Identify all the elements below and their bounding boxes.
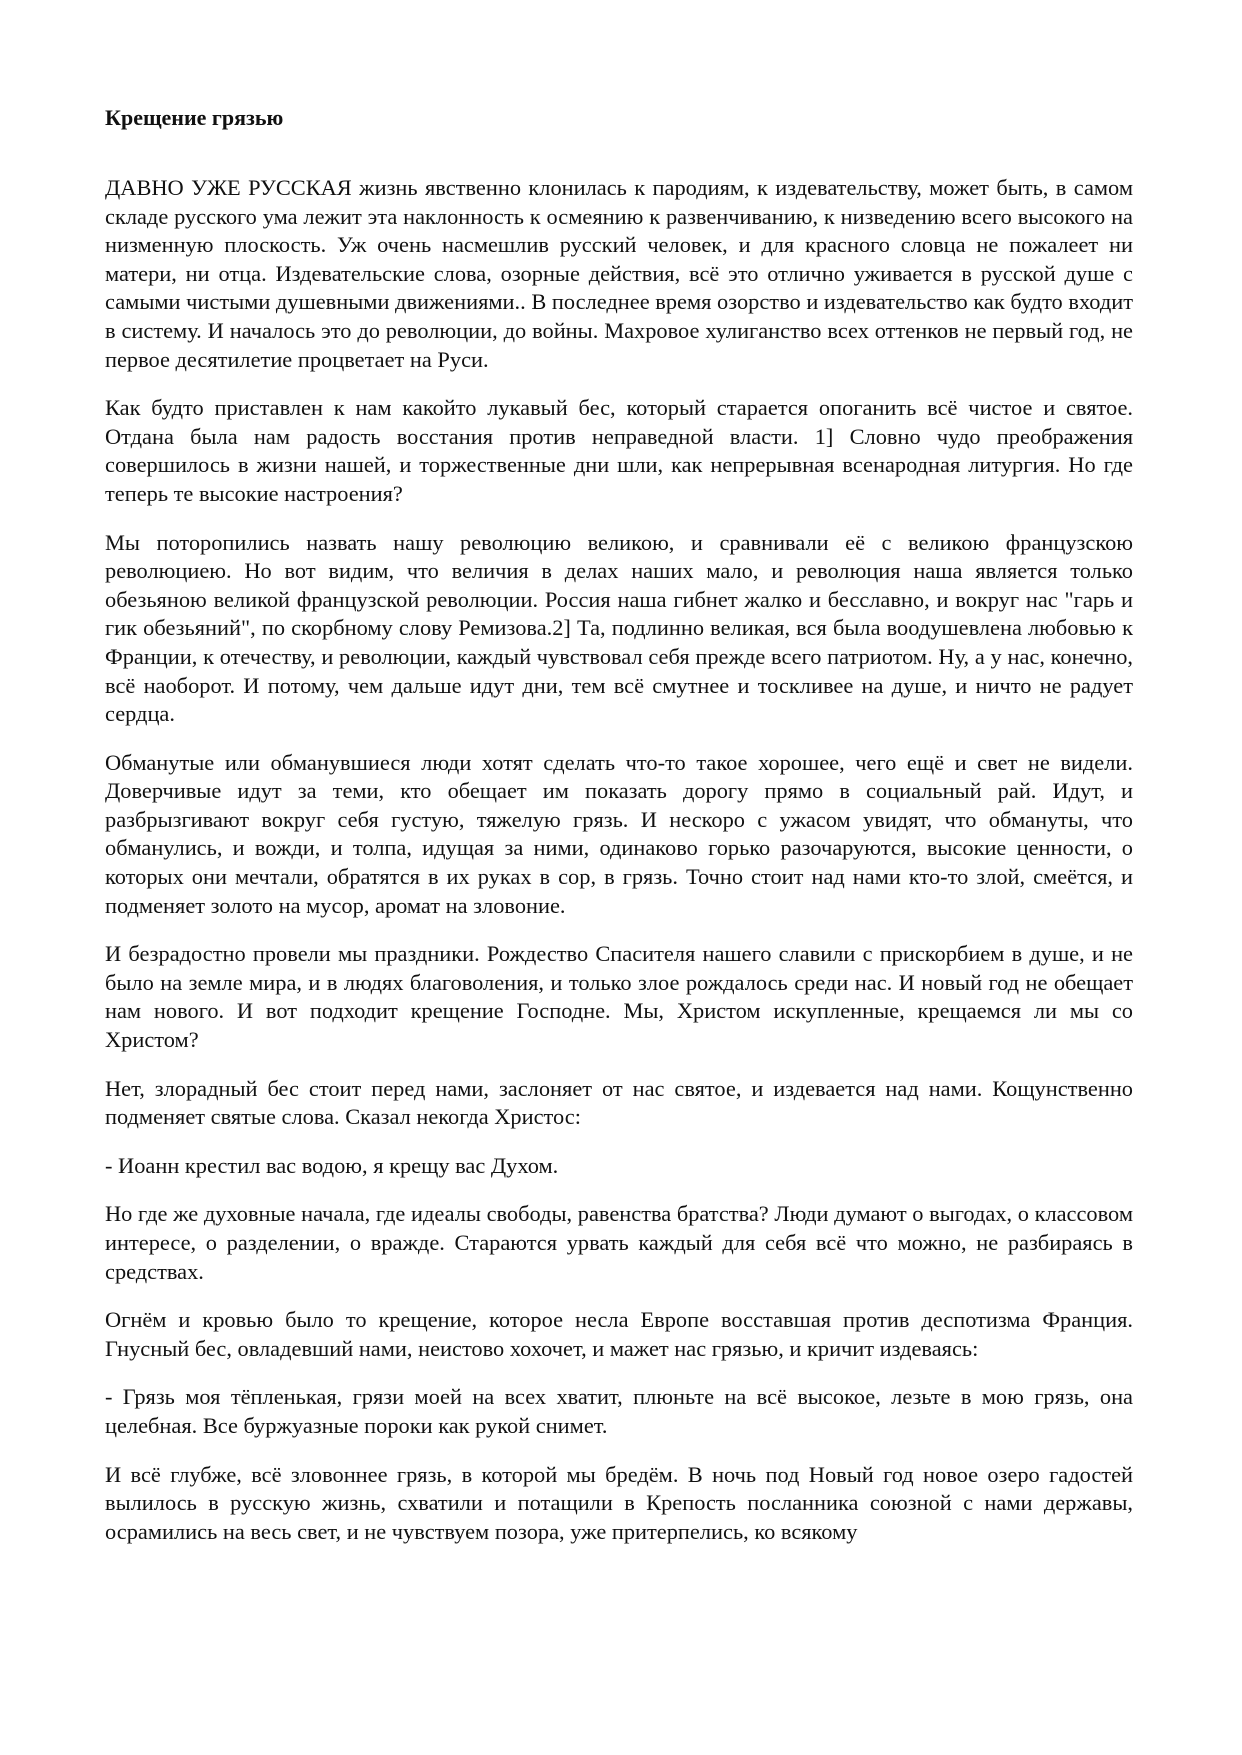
paragraph: ДАВНО УЖЕ РУССКАЯ жизнь явственно клонилась к пародиям, к издевательству, может быть, в самом складе русского ума лежит эта наклонность к осмеянию к развенчиванию, к низведению всего высокого на низменную плоскость. Уж очень насмешлив русский человек, и для красного словца не пожалеет ни матери, ни отца. Издевательские слова, озорные действия, всё это отлично уживается в русской душе с самыми чистыми душевными движениями.. В последнее время озорство и издевательство как будто входит в систему. И началось это до революции, до войны. Махровое хулиганство всех оттенков не первый год, не первое десятилетие процветает на Руси. bbox=[105, 175, 1133, 372]
paragraph: Огнём и кровью было то крещение, которое несла Европе восставшая против деспотизма Франция. Гнусный бес, овладевший нами, неистово хохочет, и мажет нас грязью, и кричит издеваясь: bbox=[105, 1307, 1133, 1361]
paragraph: Мы поторопились назвать нашу революцию великою, и сравнивали её с великою французскою революциею. Но вот видим, что величия в делах наших мало, и революция наша является только обезьяною великой французской революции. Россия наша гибнет жалко и бесславно, и вокруг нас "гарь и гик обезьяний", по скорбному слову Ремизова.2] Та, подлинно великая, вся была воодушевлена любовью к Франции, к отечеству, и революции, каждый чувствовал себя прежде всего патриотом. Ну, а у нас, конечно, всё наоборот. И потому, чем дальше идут дни, тем всё смутнее и тоскливее на душе, и ничто не радует сердца. bbox=[105, 529, 1133, 727]
paragraph: И всё глубже, всё зловоннее грязь, в которой мы бредём. В ночь под Новый год новое озеро гадостей вылилось в русскую жизнь, схватили и потащили в Крепость посланника союзной с нами державы, осрамились на весь свет, и не чувствуем позора, уже притерпелись, ко всякому bbox=[105, 1461, 1133, 1544]
paragraph: Нет, злорадный бес стоит перед нами, заслоняет от нас святое, и издевается над нами. Кощунственно подменяет святые слова. Сказал некогда Христос: bbox=[105, 1075, 1133, 1130]
paragraph: Обманутые или обманувшиеся люди хотят сделать что-то такое хорошее, чего ещё и свет не видели. Доверчивые идут за теми, кто обещает им показать дорогу прямо в социальный рай. Идут, и разбрызгивают вокруг себя густую, тяжелую грязь. И нескоро с ужасом увидят, что обмануты, что обманулись, и вожди, и толпа, идущая за ними, одинаково горько разочаруются, высокие ценности, о которых они мечтали, обратятся в их руках в сор, в грязь. Точно стоит над нами кто-то злой, смеётся, и подменяет золото на мусор, аромат на зловоние. bbox=[105, 749, 1133, 918]
paragraph: Как будто приставлен к нам какойто лукавый бес, который старается опоганить всё чистое и святое. Отдана была нам радость восстания против неправедной власти. 1] Словно чудо преображения совершилось в жизни нашей, и торжественные дни шли, как непрерывная всенародная литургия. Но где теперь те высокие настроения? bbox=[105, 395, 1133, 506]
paragraph: - Грязь моя тёпленькая, грязи моей на всех хватит, плюньте на всё высокое, лезьте в мою грязь, она целебная. Все буржуазные пороки как рукой снимет. bbox=[105, 1384, 1133, 1438]
document-title: Крещение грязью bbox=[105, 105, 284, 130]
paragraph: Но где же духовные начала, где идеалы свободы, равенства братства? Люди думают о выгодах, о классовом интересе, о разделении, о вражде. Стараются урвать каждый для себя всё что можно, не разбираясь в средствах. bbox=[105, 1201, 1133, 1284]
paragraph: - Иоанн крестил вас водою, я крещу вас Духом. bbox=[105, 1152, 559, 1178]
paragraph: И безрадостно провели мы праздники. Рождество Спасителя нашего славили с прискорбием в душе, и не было на земле мира, и в людях благоволения, и только злое рождалось среди нас. И новый год не обещает нам нового. И вот подходит крещение Господне. Мы, Христом искупленные, крещаемся ли мы со Христом? bbox=[105, 941, 1133, 1053]
